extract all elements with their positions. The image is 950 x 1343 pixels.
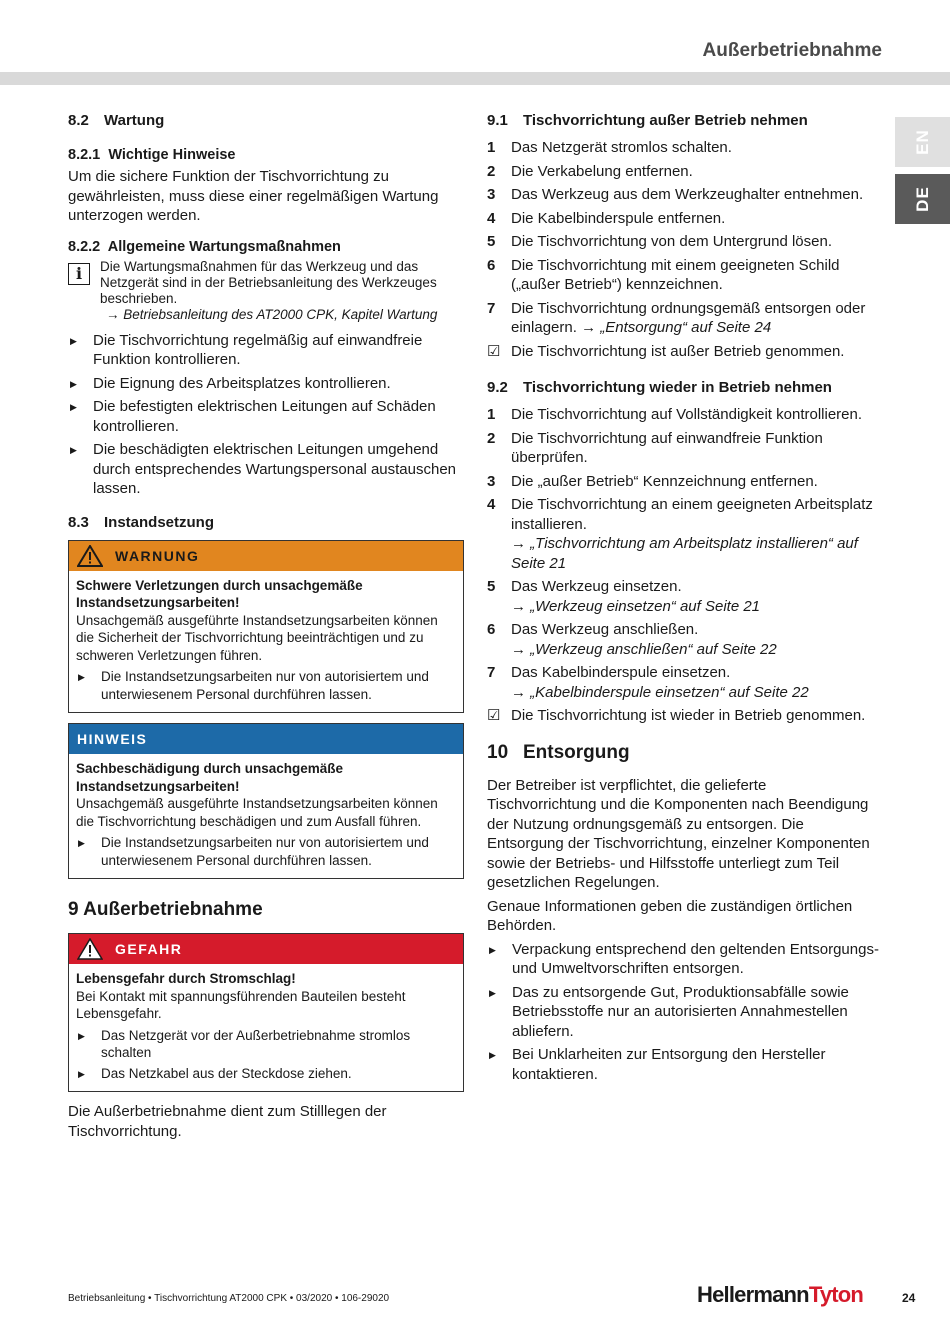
section-title: Außerbetriebnahme bbox=[83, 899, 263, 920]
warning-body bbox=[69, 571, 463, 713]
info-reference-link[interactable]: → Betriebsanleitung des AT2000 CPK, Kapitel Wartung bbox=[106, 306, 438, 322]
step-reference-link[interactable]: → „Werkzeug einsetzen“ auf Seite 21 bbox=[511, 597, 761, 615]
step-text-body: Die „außer Betrieb“ Kennzeichnung entfernen. bbox=[511, 472, 818, 490]
step-item bbox=[487, 209, 879, 229]
warning-box bbox=[68, 540, 464, 714]
section-number: 8.2.1 bbox=[68, 147, 101, 163]
step-text-body: Die Tischvorrichtung auf einwandfreie Funktion überprüfen. bbox=[511, 429, 823, 466]
note-body bbox=[69, 754, 463, 878]
warning-triangle-icon bbox=[77, 545, 103, 567]
step-reference-link[interactable]: → „Werkzeug anschließen“ auf Seite 22 bbox=[511, 640, 777, 658]
step-text-body: Das Kabelbinderspule einsetzen. bbox=[511, 664, 731, 681]
note-header bbox=[69, 724, 463, 754]
step-reference-link[interactable]: → „Entsorgung“ auf Seite 24 bbox=[581, 319, 772, 336]
lang-tab-en[interactable] bbox=[895, 117, 950, 167]
step-text bbox=[511, 706, 865, 726]
warning-text: Unsachgemäß ausgeführte Instandsetzungsarbeiten können die Sicherheit der Tischvorrichtung beeinträchtigen und zu schweren Verletzungen führen. bbox=[76, 612, 438, 663]
section-number: 9.1 bbox=[487, 112, 508, 129]
step-text-body: Das Werkzeug anschließen. bbox=[511, 621, 699, 638]
step-number: 5 bbox=[487, 578, 496, 595]
right-column bbox=[487, 112, 879, 1090]
step-number: 4 bbox=[487, 496, 496, 513]
note-text: Unsachgemäß ausgeführte Instandsetzungsarbeiten können die Tischvorrichtung beschädigen und zum Ausfall führen. bbox=[76, 796, 438, 829]
step-text bbox=[511, 405, 862, 425]
danger-label: GEFAHR bbox=[115, 941, 183, 957]
step-text bbox=[511, 495, 879, 573]
section-title: Instandsetzung bbox=[104, 513, 215, 531]
step-text bbox=[511, 299, 879, 338]
step-number: 1 bbox=[487, 406, 496, 423]
section-number: 8.2 bbox=[68, 112, 89, 129]
step-reference-link[interactable]: → „Kabelbinderspule einsetzen“ auf Seite 22 bbox=[511, 683, 809, 701]
list-item: ▶ Die beschädigten elektrischen Leitungen umgehend durch entsprechendes Wartungspersonal austauschen lassen. bbox=[68, 440, 464, 499]
step-number: 3 bbox=[487, 472, 496, 490]
info-icon: i bbox=[68, 263, 90, 285]
list-item: ▶ Die Instandsetzungsarbeiten nur von autorisiertem und unterwiesenem Personal durchführen lassen. bbox=[76, 668, 456, 703]
lang-tab-en-label: EN bbox=[912, 129, 932, 155]
left-column bbox=[68, 112, 464, 1145]
section-title: Tischvorrichtung wieder in Betrieb nehmen bbox=[523, 379, 832, 396]
decommission-steps bbox=[487, 138, 879, 361]
step-text bbox=[511, 185, 863, 205]
note-headline: Sachbeschädigung durch unsachgemäße Instandsetzungsarbeiten! bbox=[76, 761, 344, 794]
step-text bbox=[511, 232, 832, 252]
section-10-text: Der Betreiber ist verpflichtet, die gelieferte Tischvorrichtung und die Komponenten nach Beendigung der Nutzung ordnungsgemäß zu entsorgen. Die Entsorgung der Tischvorrichtung, einzelner Komponenten sowie der Betriebs- und Hilfsstoffe unterliegt zum Teil gesetzlichen Regelungen. bbox=[487, 776, 870, 891]
step-item bbox=[487, 577, 879, 616]
step-text-body: Die Tischvorrichtung ist außer Betrieb genommen. bbox=[511, 342, 845, 360]
step-result bbox=[487, 342, 879, 362]
step-text-body: Die Tischvorrichtung ist wieder in Betrieb genommen. bbox=[511, 707, 866, 724]
section-9-heading bbox=[68, 899, 464, 921]
step-item bbox=[487, 663, 879, 702]
brand-logo bbox=[697, 1282, 863, 1308]
step-text bbox=[511, 429, 879, 468]
step-item bbox=[487, 472, 879, 492]
list-item: ▶ Das zu entsorgende Gut, Produktionsabfälle sowie Betriebsstoffe nur an autorisierten Annahmestellen abliefern. bbox=[487, 983, 879, 1042]
step-number: 7 bbox=[487, 664, 496, 681]
step-item bbox=[487, 405, 879, 425]
info-text bbox=[100, 259, 464, 323]
section-10-heading bbox=[487, 742, 879, 764]
step-text bbox=[511, 472, 818, 492]
header-bar bbox=[0, 72, 950, 85]
step-result bbox=[487, 706, 879, 726]
section-title: Wartung bbox=[104, 112, 165, 129]
step-text-body: Die Tischvorrichtung mit einem geeigneten Schild („außer Betrieb“) kennzeichnen. bbox=[511, 256, 840, 293]
step-number: 6 bbox=[487, 621, 496, 638]
step-number: 2 bbox=[487, 162, 496, 180]
step-text bbox=[511, 577, 760, 616]
info-box bbox=[68, 259, 464, 323]
list-item: ▶ Die Instandsetzungsarbeiten nur von autorisiertem und unterwiesenem Personal durchführen lassen. bbox=[76, 834, 456, 869]
section-8-3-heading bbox=[68, 514, 464, 531]
list-item: ▶ Verpackung entsprechend den geltenden Entsorgungs- und Umweltvorschriften entsorgen. bbox=[487, 940, 879, 979]
step-text bbox=[511, 138, 732, 158]
step-text bbox=[511, 342, 844, 362]
danger-box bbox=[68, 933, 464, 1092]
step-number: 4 bbox=[487, 209, 496, 227]
warning-headline: Schwere Verletzungen durch unsachgemäße Instandsetzungsarbeiten! bbox=[76, 577, 363, 610]
step-item bbox=[487, 429, 879, 468]
step-item bbox=[487, 185, 879, 205]
step-text bbox=[511, 663, 809, 702]
step-item bbox=[487, 162, 879, 182]
step-number: 1 bbox=[487, 139, 496, 156]
list-item: ▶ Die befestigten elektrischen Leitungen auf Schäden kontrollieren. bbox=[68, 397, 464, 436]
step-text bbox=[511, 256, 879, 295]
step-text bbox=[511, 162, 693, 182]
step-item bbox=[487, 232, 879, 252]
step-item bbox=[487, 299, 879, 338]
warning-header bbox=[69, 541, 463, 571]
section-8-2-1-text: Um die sichere Funktion der Tischvorrichtung zu gewährleisten, muss diese einer regelmäßigen Wartung unterzogen werden. bbox=[68, 168, 439, 224]
section-8-2-2-heading bbox=[68, 239, 464, 255]
step-item bbox=[487, 256, 879, 295]
section-number: 8.3 bbox=[68, 513, 89, 531]
section-9-1-heading bbox=[487, 112, 879, 129]
step-text bbox=[511, 620, 777, 659]
section-title: Entsorgung bbox=[523, 741, 630, 763]
section-title: Wichtige Hinweise bbox=[108, 147, 236, 163]
page-number: 24 bbox=[902, 1291, 916, 1305]
step-number: 5 bbox=[487, 233, 496, 250]
danger-header bbox=[69, 934, 463, 964]
step-item bbox=[487, 138, 879, 158]
danger-headline: Lebensgefahr durch Stromschlag! bbox=[76, 971, 296, 986]
checkbox-icon: ☑ bbox=[487, 707, 501, 724]
step-text-body: Die Tischvorrichtung auf Vollständigkeit kontrollieren. bbox=[511, 406, 863, 423]
warning-label: WARNUNG bbox=[115, 547, 200, 564]
recommission-steps bbox=[487, 405, 879, 726]
checkbox-icon: ☑ bbox=[487, 342, 501, 360]
section-title: Allgemeine Wartungsmaßnahmen bbox=[107, 238, 341, 255]
section-9-text: Die Außerbetriebnahme dient zum Stilllegen der Tischvorrichtung. bbox=[68, 1103, 387, 1140]
danger-body bbox=[69, 964, 463, 1091]
step-text-body: Das Netzgerät stromlos schalten. bbox=[511, 139, 732, 156]
footer-document-info: Betriebsanleitung • Tischvorrichtung AT2000 CPK • 03/2020 • 106-29020 bbox=[68, 1293, 390, 1304]
step-number: 6 bbox=[487, 256, 496, 274]
step-number: 2 bbox=[487, 429, 496, 447]
section-10-text-2: Genaue Informationen geben die zuständigen örtlichen Behörden. bbox=[487, 897, 853, 934]
section-9-2-heading bbox=[487, 379, 879, 396]
step-reference-link[interactable]: → „Tischvorrichtung am Arbeitsplatz installieren“ auf Seite 21 bbox=[511, 535, 858, 572]
section-number: 8.2.2 bbox=[68, 238, 101, 255]
section-number: 9 bbox=[68, 899, 79, 920]
list-item: ▶ Bei Unklarheiten zur Entsorgung den Hersteller kontaktieren. bbox=[487, 1045, 879, 1084]
step-number: 3 bbox=[487, 186, 496, 203]
lang-tab-de[interactable] bbox=[895, 174, 950, 224]
list-item: ▶ Das Netzkabel aus der Steckdose ziehen. bbox=[76, 1065, 456, 1083]
page-header-title: Außerbetriebnahme bbox=[702, 40, 882, 61]
note-box bbox=[68, 723, 464, 879]
list-item: ▶ Die Eignung des Arbeitsplatzes kontrollieren. bbox=[68, 374, 464, 394]
step-text-body: Die Tischvorrichtung ordnungsgemäß entsorgen oder einlagern. bbox=[511, 299, 866, 336]
section-8-2-heading bbox=[68, 112, 464, 129]
step-number: 7 bbox=[487, 299, 496, 317]
logo-text-part2: Tyton bbox=[808, 1282, 864, 1307]
disposal-bullet-list bbox=[487, 940, 879, 1085]
step-text-body: Das Werkzeug aus dem Werkzeughalter entnehmen. bbox=[511, 186, 864, 203]
danger-text: Bei Kontakt mit spannungsführenden Bauteilen besteht Lebensgefahr. bbox=[76, 988, 406, 1021]
lang-tab-de-label: DE bbox=[912, 186, 932, 212]
section-8-2-1-heading bbox=[68, 147, 464, 163]
list-item: ▶ Das Netzgerät vor der Außerbetriebnahme stromlos schalten bbox=[76, 1027, 456, 1062]
section-title: Tischvorrichtung außer Betrieb nehmen bbox=[523, 112, 808, 129]
note-label: HINWEIS bbox=[77, 731, 148, 747]
step-text bbox=[511, 209, 725, 229]
section-number: 10 bbox=[487, 741, 509, 763]
info-body: Die Wartungsmaßnahmen für das Werkzeug und das Netzgerät sind in der Betriebsanleitung des Werkzeuges beschrieben. bbox=[100, 258, 437, 306]
list-item: ▶ Die Tischvorrichtung regelmäßig auf einwandfreie Funktion kontrollieren. bbox=[68, 331, 464, 370]
maintenance-bullet-list bbox=[68, 331, 464, 499]
step-text-body: Die Tischvorrichtung von dem Untergrund lösen. bbox=[511, 233, 832, 250]
step-item bbox=[487, 620, 879, 659]
step-text-body: Die Tischvorrichtung an einem geeigneten Arbeitsplatz installieren. bbox=[511, 496, 873, 533]
step-item bbox=[487, 495, 879, 573]
section-number: 9.2 bbox=[487, 379, 508, 396]
step-text-body: Die Verkabelung entfernen. bbox=[511, 162, 693, 180]
step-text-body: Die Kabelbinderspule entfernen. bbox=[511, 209, 726, 227]
danger-triangle-icon bbox=[77, 938, 103, 960]
logo-text-part1: Hellermann bbox=[697, 1282, 809, 1307]
step-text-body: Das Werkzeug einsetzen. bbox=[511, 578, 682, 595]
